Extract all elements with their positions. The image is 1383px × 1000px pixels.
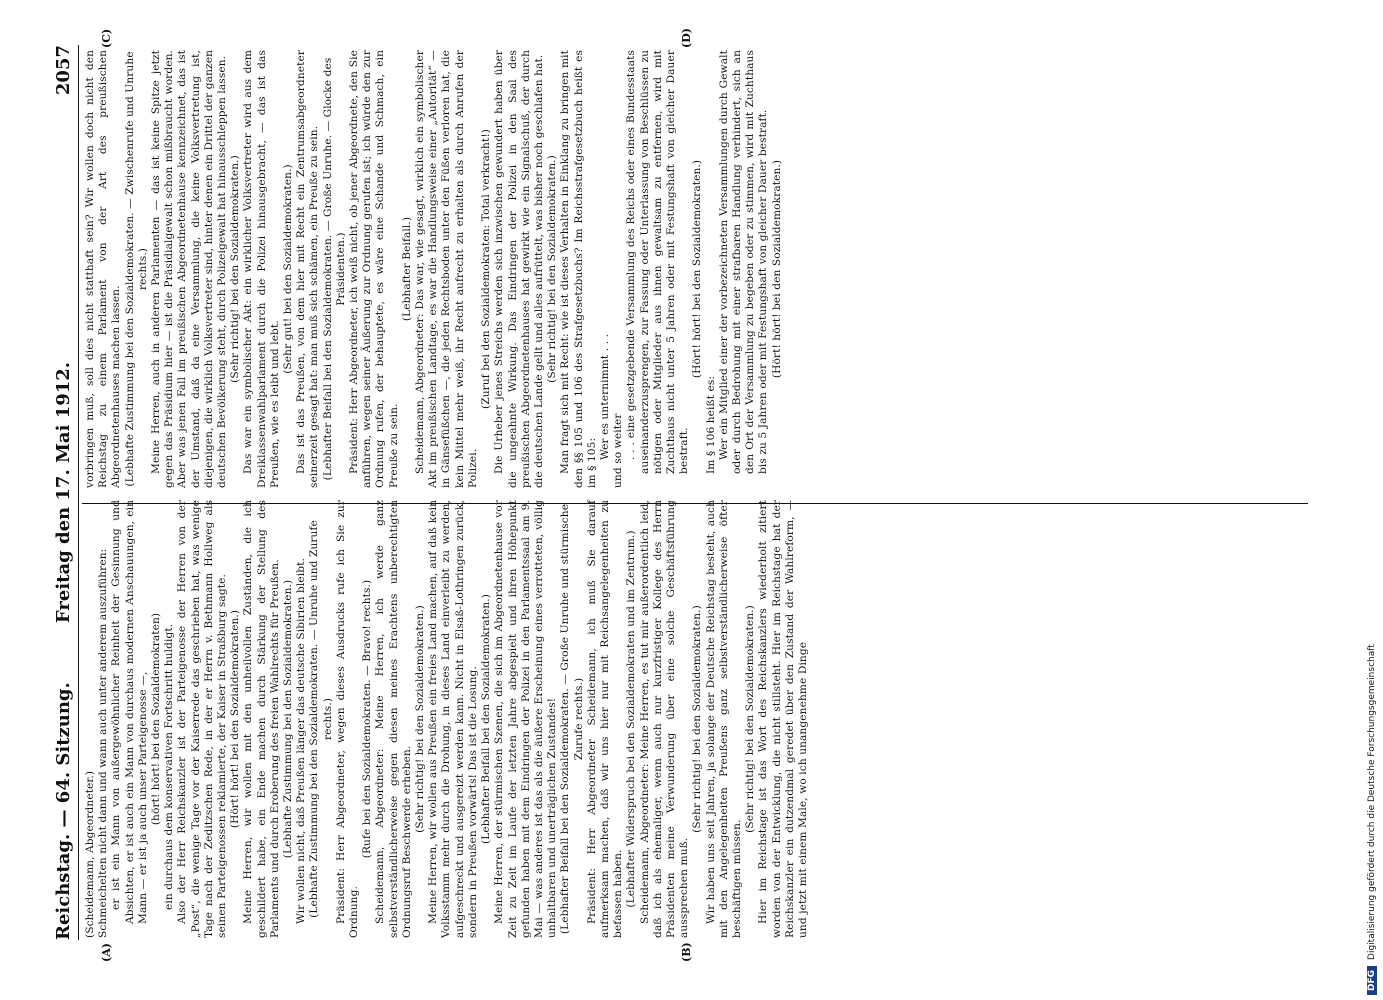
paragraph: (Scheidemann, Abgeordneter.)	[84, 770, 96, 938]
stage-note: (Sehr richtig! bei den Sozialdemokraten.)	[744, 605, 757, 833]
digitization-credit	[1367, 0, 1383, 995]
dfg-logo: DFG	[1367, 966, 1377, 995]
stage-note: (Zuruf bei den Sozialdemokraten: Total verkracht!)	[480, 129, 493, 409]
stage-note: (Lebhafter Beifall bei den Sozialdemokraten.)	[480, 593, 493, 845]
paragraph: Scheidemann, Abgeordneter: Meine Herren, es tut mir außerordentlich leid, daß ich als ehemaliger, wenn auch nur kurzfristiger Kollege des Herrn Präsidenten meine Verwunderung über eine solche Geschäftsführung aussprechen muß.	[638, 500, 691, 938]
paragraph: Wer es unternimmt . . .	[598, 333, 611, 460]
paragraph: Das ist das Preußen, von dem hier mit Recht ein Zentrumsabgeordneter seinerzeit gesagt hat: man muß sich schämen, ein Preuße zu sein.	[295, 50, 321, 488]
stage-note: (Sehr richtig! bei den Sozialdemokraten.)	[414, 605, 427, 833]
paragraph: ein durchaus dem konservativen Fortschritt huldigt.	[163, 623, 176, 910]
stage-note: (Lebhafter Widerspruch bei den Sozialdemokraten und im Zentrum.)	[625, 530, 638, 908]
paragraph: Wir wollen nicht, daß Preußen länger das deutsche Sibirien bleibt.	[295, 558, 308, 924]
running-head	[52, 45, 74, 940]
left-text-column	[84, 500, 810, 938]
stage-note: (Lebhafter Beifall bei den Sozialdemokraten. — Große Unruhe. — Glocke des Präsidenten.)	[321, 57, 347, 481]
stage-note: (Lebhafte Zustimmung bei den Sozialdemokraten. — Zwischenrufe und Unruhe rechts.)	[123, 51, 149, 487]
credit-text: Digitalisierung gefördert durch die Deutsche Forschungsgemeinschaft	[1367, 644, 1377, 960]
paragraph: Präsident: Herr Abgeordneter Scheidemann, ich muß Sie darauf aufmerksam machen, daß wir uns hier nur mit Reichsangelegenheiten zu befassen haben.	[585, 500, 625, 938]
paragraph: Also der Herr Reichskanzler ist der Parteigenosse der Herren von der „Post“, die wenige Tage vor der Kaiserrede das geschrieben hat, was wenige Tage nach der Zeditzschen Rede, in der er Herrn v. Bethmann Hollweg als seinen Parteigenossen reklamierte, der Kaiser in Straßburg sagte.	[176, 500, 229, 938]
paragraph: er ist ein Mann von außergewöhnlicher Reinheit der Gesinnung und Absichten, er ist auch ein Mann von durchaus modernen Anschauungen, ein Mann — er ist ja auch unser Parteigenosse —,	[110, 500, 149, 924]
stage-note: (Hört! hört! bei den Sozialdemokraten.)	[229, 609, 242, 829]
stage-note: (Lebhafte Zustimmung bei den Sozialdemokraten. — Unruhe und Zurufe rechts.)	[308, 520, 334, 918]
paragraph: Die Urheber jenes Streichs werden sich inzwischen gewundert haben über die ungeahnte Wirkung. Das Eindringen der Polizei in den Saal des preußischen Abgeordnetenhauses hat gewirkt wie ein Signalschuß, der durch die deutschen Lande gellt und alles aufrüttelt, was bisher noch geschlafen hat.	[493, 50, 545, 488]
paragraph: Im § 106 heißt es:	[704, 375, 717, 474]
paragraph: Präsident: Herr Abgeordneter, ich weiß nicht, ob jener Abgeordnete, den Sie anführen, wegen seiner Äußerung zur Ordnung gerufen ist; ich würde den zur Ordnung rufen, der behauptete, es wäre eine Schande und Schmach, ein Preuße zu sein.	[348, 50, 400, 488]
paragraph: Wer ein Mitglied einer der vorbezeichneten Versammlungen durch Gewalt oder durch Bedrohung mit einer strafbaren Handlung verhindert, sich an den Ort der Versammlung zu begeben oder zu stimmen, wird mit Zuchthaus bis zu 5 Jahren oder mit Festungshaft von gleicher Dauer bestraft.	[717, 50, 770, 474]
stage-note: (Sehr gut! bei den Sozialdemokraten.)	[282, 164, 295, 374]
margin-letter-b: (B)	[680, 942, 693, 962]
paragraph: vorbringen muß, soll dies nicht statthaft sein? Wir wollen doch nicht den Reichstag zu einem Parlament von der Art des preußischen Abgeordnetenhauses machen lassen.	[84, 50, 123, 488]
paragraph: Meine Herren, der stürmischen Szenen, die sich im Abgeordnetenhause vor Zeit zu Zeit im Laufe der letzten Jahre abgespielt und ihren Höhepunkt gefunden haben mit dem Eindringen der Polizei in den Parlamentssaal am 9. Mai — was anderes ist das als die äußere Erscheinung eines verrotteten, völlig unhaltbaren und unerträglichen Zustandes!	[493, 500, 559, 938]
paragraph: Wir haben uns seit Jahren, ja solange der Deutsche Reichstag besteht, auch mit den Angelegenheiten Preußens ganz selbstverständlicherweise öfter beschäftigen müssen.	[704, 500, 743, 938]
page-number: 2057	[53, 45, 74, 96]
paragraph: Das war ein symbolischer Akt: ein wirklicher Volksvertreter wird aus dem Dreiklassenwahlparlament durch die Polizei hinausgebracht, — das ist das Preußen, wie es leibt und lebt.	[242, 50, 281, 488]
margin-letter-a: (A)	[100, 943, 113, 962]
paragraph: . . . eine gesetzgebende Versammlung des Reichs oder eines Bundesstaats auseinanderzusprengen, zur Fassung oder Unterlassung von Beschlüssen zu nötigen oder Mitglieder aus ihnen gewaltsam zu entfernen, wird mit Zuchthaus nicht unter 5 Jahren oder mit Festungshaft von gleicher Dauer bestraft.	[625, 50, 691, 474]
paragraph: Hier im Reichstage ist das Wort des Reichskanzlers wiederholt zitiert worden von der Entwicklung, die nicht stillsteht. Hier im Reichstage hat der Reichskanzler ein dutzendmal geredet über den Zustand der Wahlreform, — und jetzt mit einem Male, wo ich unangenehme Dinge	[757, 500, 809, 938]
stage-note: (Hört! hört! bei den Sozialdemokraten.)	[770, 159, 783, 379]
stage-note: (Lebhafter Beifall bei den Sozialdemokraten. — Große Unruhe und stürmische Zurufe rechts.)	[559, 503, 585, 935]
stage-note: (Sehr richtig! bei den Sozialdemokraten.)	[229, 155, 242, 383]
stage-note: (Lebhafter Beifall.)	[400, 216, 413, 322]
paragraph: Schmeichelten nicht dann und wann auch unter anderem auszuführen:	[97, 548, 110, 938]
stage-note: (Hört! hört! bei den Sozialdemokraten.)	[691, 159, 704, 379]
paragraph: Meine Herren, wir wollen mit den unheilvollen Zuständen, die ich geschildert habe, ein Ende machen durch Stärkung der Stellung des Parlaments und durch Eroberung des freien Wahlrechts für Preußen.	[242, 500, 281, 938]
margin-letter-c: (C)	[100, 28, 113, 48]
margin-letter-d: (D)	[680, 28, 693, 48]
stage-note: (Sehr richtig! bei den Sozialdemokraten.)	[546, 155, 559, 383]
right-text-column	[84, 50, 784, 488]
stage-note: (Lebhafte Zustimmung bei den Sozialdemokraten.)	[282, 579, 295, 859]
paragraph: Meine Herren, auch in anderen Parlamenten — das ist keine Spitze jetzt gegen das Präsidium hier — ist die Präsidialgewalt schon mißbraucht worden. Aber was jenen Fall im preußischen Abgeordnetenhause kennzeichnet, das ist der Umstand, daß da eine Versammlung, die keine Volksvertretung ist, diejenigen, die wirklich Volksvertreter sind, hinter denen ein Drittel der ganzen deutschen Bevölkerung steht, durch Polizeigewalt hat hinausschleppen lassen.	[150, 50, 229, 488]
paragraph: Meine Herren, wir wollen aus Preußen ein freies Land machen, auf daß kein Volksstamm mehr durch die Drohung, in dieses Land einverleibt zu werden, aufgeschreckt und ausgereizt werden kann. Nicht in Elsaß-Lothringen zurück, sondern in Preußen vorwärts! Das ist die Losung.	[427, 500, 479, 938]
stage-note: (hört! hört! bei den Sozialdemokraten)	[150, 612, 163, 826]
paragraph: und so weiter	[612, 413, 625, 488]
header-center: Freitag den 17. Mai 1912.	[53, 361, 74, 624]
paragraph: Man fragt sich mit Recht: wie ist dieses Verhalten in Einklang zu bringen mit den §§ 105 und 106 des Strafgesetzbuchs? Im Reichsstrafgesetzbuch heißt es im § 105:	[559, 50, 598, 488]
paragraph: Scheidemann, Abgeordneter: Das war, wie gesagt, wirklich ein symbolischer Akt im preußischen Landtage, es war die Handlungsweise einer „Autorität“ — in Gänsefüßchen —, die jeden Rechtsboden unter den Füßen verloren hat, die kein Mittel mehr weiß, ihr Recht aufrecht zu erhalten als durch Anrufen der Polizei.	[414, 50, 479, 488]
stage-note: (Sehr richtig! bei den Sozialdemokraten.)	[691, 605, 704, 833]
stage-note: (Rufe bei den Sozialdemokraten. — Bravo! rechts.)	[361, 579, 374, 859]
header-rule	[78, 45, 79, 940]
header-left: Reichstag. — 64. Sitzung.	[53, 682, 74, 940]
paragraph: Scheidemann, Abgeordneter: Meine Herren, ich werde ganz selbstverständlicherweise gegen diesen meines Erachtens unberechtigten Ordnungsruf Beschwerde erheben.	[374, 500, 413, 938]
paragraph: Präsident: Herr Abgeordneter, wegen dieses Ausdrucks rufe ich Sie zur Ordnung.	[334, 500, 361, 938]
